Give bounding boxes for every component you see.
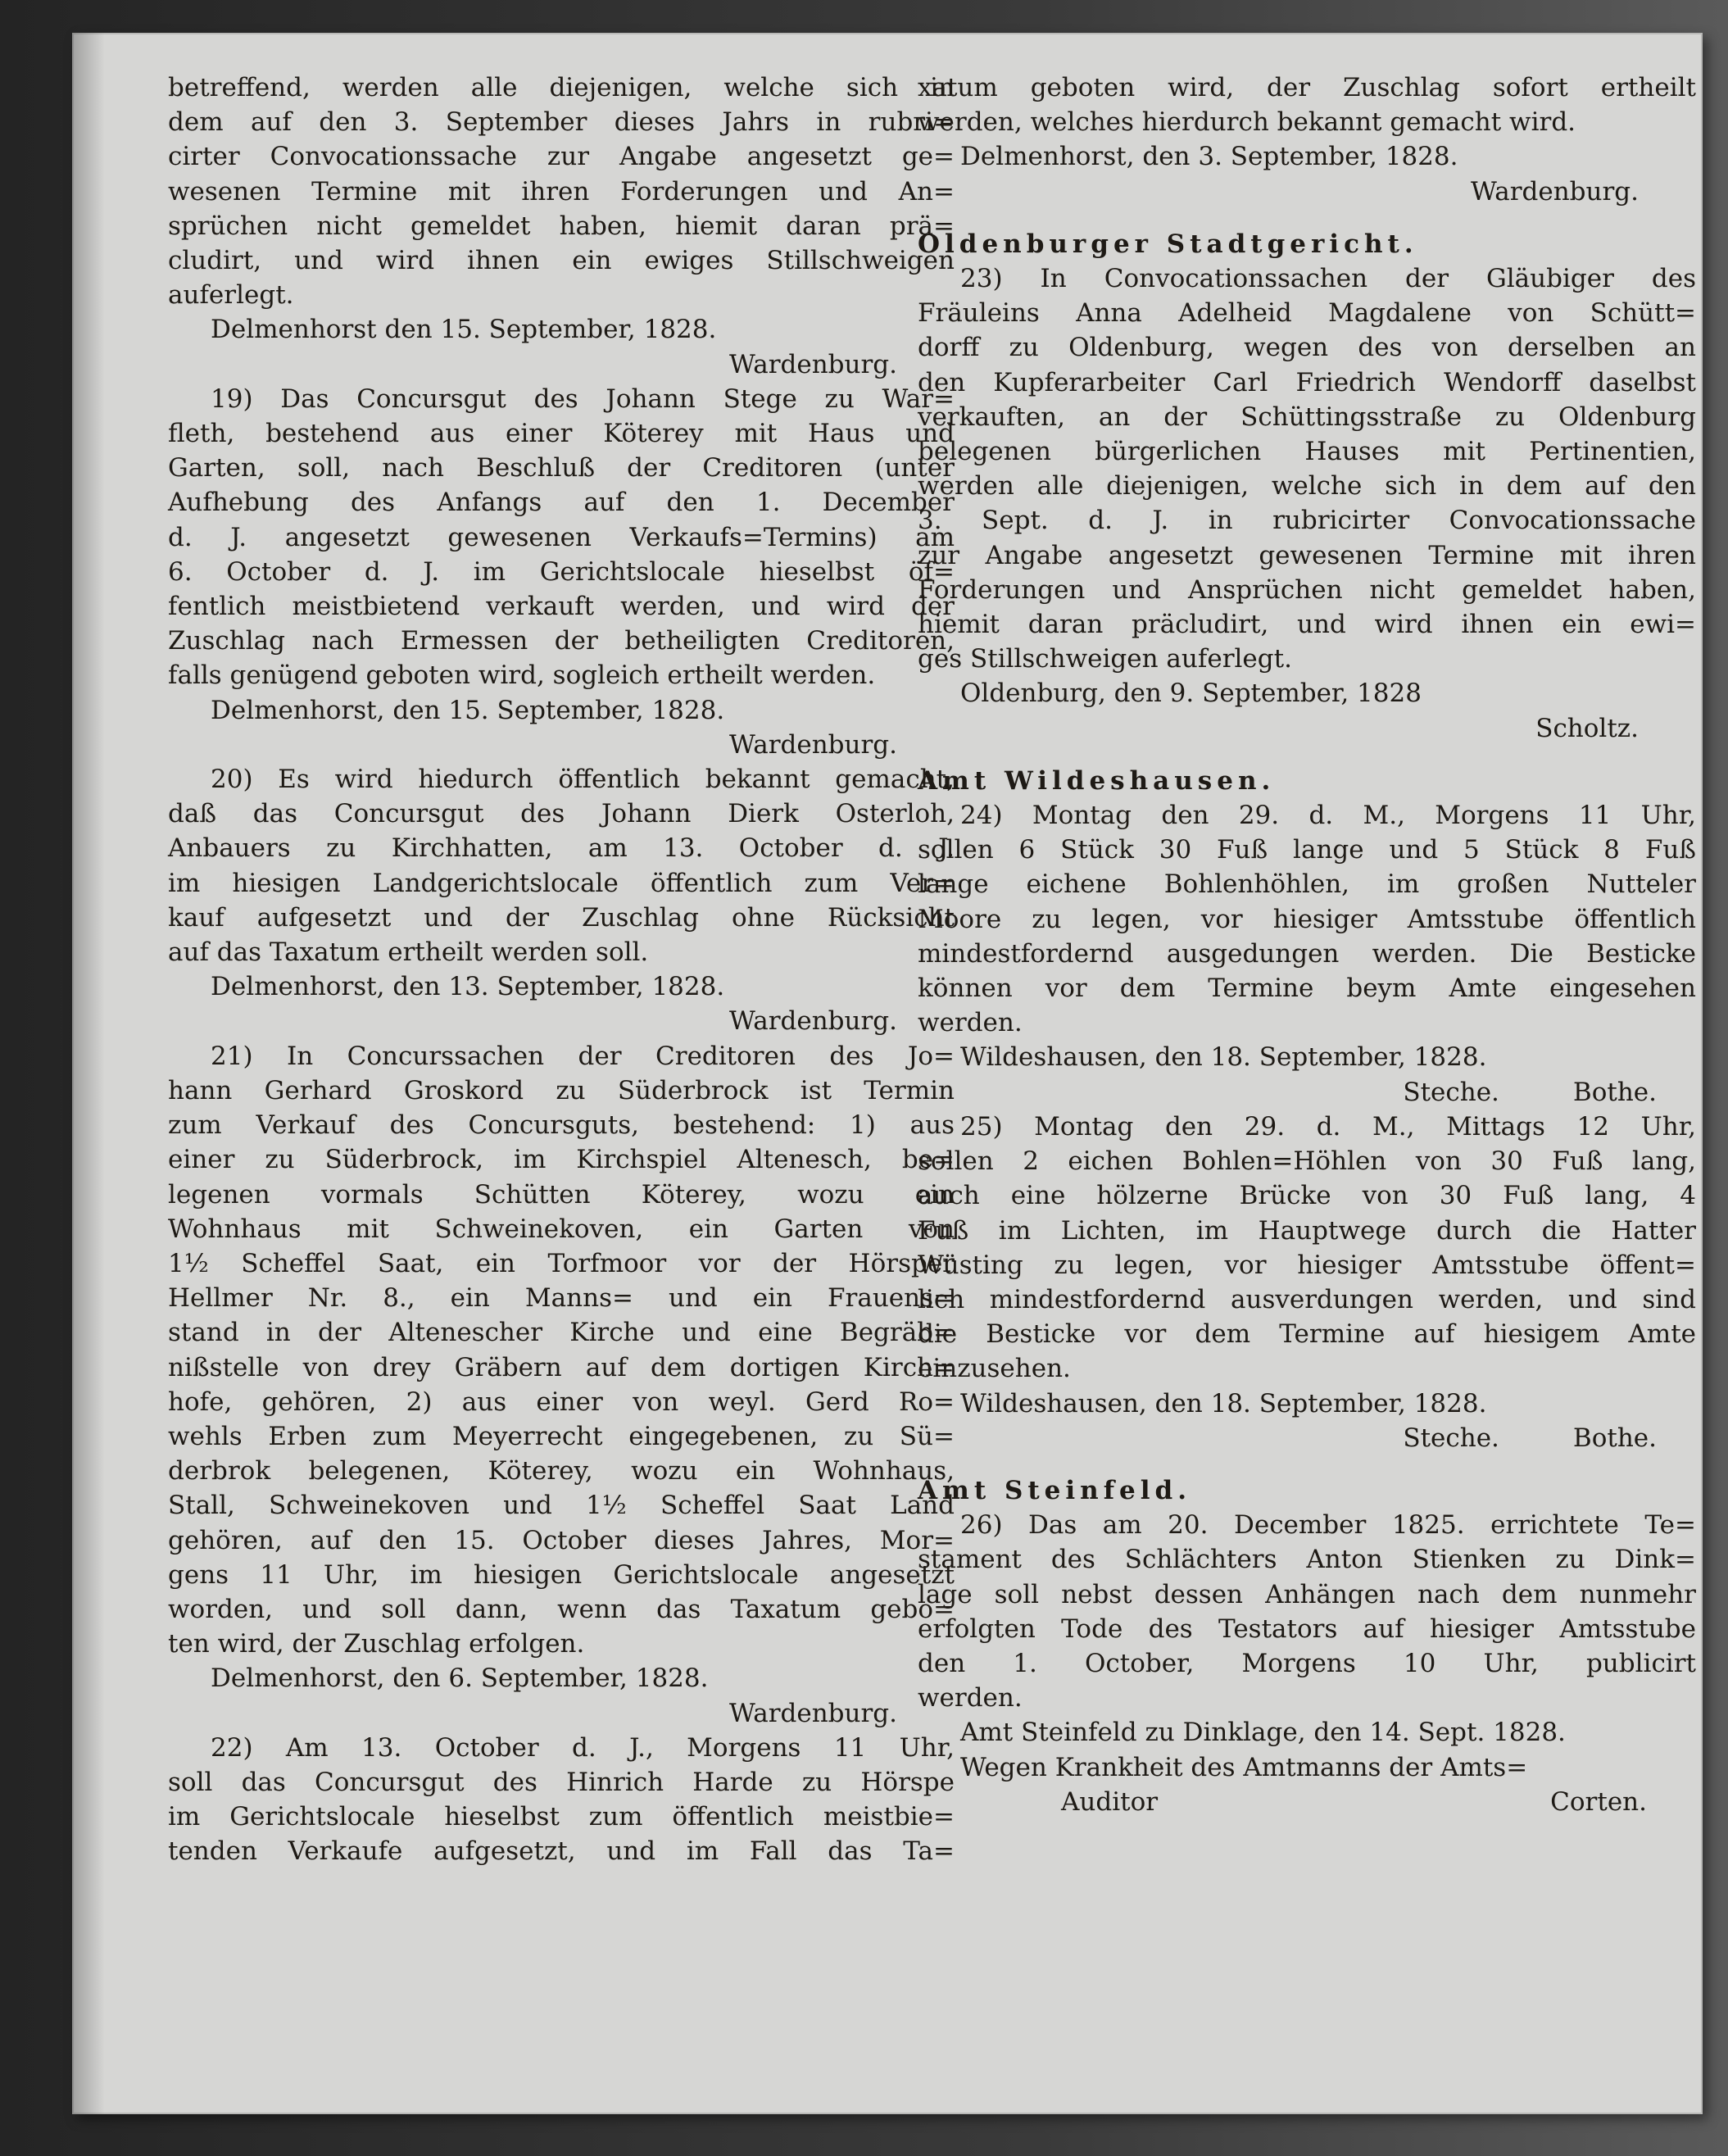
text-line: fentlich meistbietend verkauft werden, und wird der [168,592,955,622]
text-line: werden alle diejenigen, welche sich in dem auf den [918,471,1696,502]
notice-23-signature: Scholtz. [1535,713,1639,743]
notice-18-signature: Wardenburg. [729,349,897,379]
text-line: Aufhebung des Anfangs auf den 1. December [168,488,955,518]
text-line: Wüsting zu legen, vor hiesiger Amtsstube öffent= [918,1250,1696,1280]
text-line: 22) Am 13. October d. J., Morgens 11 Uhr, [211,1732,955,1763]
text-line: dorff zu Oldenburg, wegen des von derselben an [918,333,1696,363]
text-line: Moore zu legen, vor hiesiger Amtsstube öffentlich [918,904,1696,934]
text-line: hann Gerhard Groskord zu Süderbrock ist Termin [168,1075,955,1105]
text-line: 26) Das am 20. December 1825. errichtete Te= [960,1510,1696,1541]
text-line: 20) Es wird hiedurch öffentlich bekannt gemacht, [211,765,955,795]
text-line: Garten, soll, nach Beschluß der Creditoren (unter [168,453,955,483]
notice-19 [168,382,955,693]
text-line: den 1. October, Morgens 10 Uhr, publicirt [918,1648,1696,1678]
text-line: Anbauers zu Kirchhatten, am 13. October d. J. [168,833,955,864]
notice-24 [918,798,1696,1040]
text-line: lange eichene Bohlenhöhlen, im großen Nutteler [918,869,1696,900]
text-line: werden, welches hierdurch bekannt gemacht wird. [918,107,1576,138]
text-line: sollen 6 Stück 30 Fuß lange und 5 Stück 8 Fuß [918,835,1696,865]
text-line: dem auf den 3. September dieses Jahrs in rubri= [168,107,955,138]
text-line: worden, und soll dann, wenn das Taxatum gebo= [168,1594,955,1624]
notice-23-dateline: Oldenburg, den 9. September, 1828 [960,679,1422,709]
text-line: d. J. angesetzt gewesenen Verkaufs=Termins) am [168,522,955,552]
text-line: auferlegt. [168,280,294,311]
text-line: werden. [918,1008,1023,1038]
text-line: 6. October d. J. im Gerichtslocale hieselbst öf= [168,556,955,587]
text-line: erfolgten Tode des Testators auf hiesiger Amtsstube [918,1614,1696,1644]
text-line: Forderungen und Ansprüchen nicht gemeldet haben, [918,574,1696,605]
text-line: tenden Verkaufe aufgesetzt, und im Fall das Ta= [168,1836,955,1867]
text-line: falls genügend geboten wird, sogleich ertheilt werden. [168,660,876,691]
left-column [168,70,955,1869]
right-column [918,70,1696,1819]
text-line: einer zu Süderbrock, im Kirchspiel Altenesch, be= [168,1145,955,1175]
text-line: soll das Concursgut des Hinrich Harde zu Hörspe [168,1767,955,1797]
notice-25 [918,1110,1696,1387]
text-line: auf das Taxatum ertheilt werden soll. [168,937,649,968]
notice-22-continuation [918,70,1696,139]
text-line: Zuschlag nach Ermessen der betheiligten Creditoren, [168,626,955,656]
text-line: gens 11 Uhr, im hiesigen Gerichtslocale angesetzt [168,1559,955,1590]
text-line: werden. [918,1683,1023,1713]
notice-25-signatures [918,1421,1696,1455]
notice-24-dateline: Wildeshausen, den 18. September, 1828. [960,1042,1487,1073]
notice-22-dateline: Delmenhorst, den 3. September, 1828. [960,142,1458,172]
text-line: daß das Concursgut des Johann Dierk Osterloh, [168,799,955,829]
section-heading-oldenburg: Oldenburger Stadtgericht. [918,229,1418,259]
text-line: 24) Montag den 29. d. M., Morgens 11 Uhr, [960,801,1696,831]
text-line: auch eine hölzerne Brücke von 30 Fuß lang, 4 [918,1181,1696,1211]
text-line: die Besticke vor dem Termine auf hiesigem Amte [918,1319,1696,1350]
notice-18-dateline: Delmenhorst den 15. September, 1828. [211,315,717,345]
text-line: gehören, auf den 15. October dieses Jahres, Mor= [168,1525,955,1555]
text-line: wesenen Termine mit ihren Forderungen und An= [168,176,955,207]
text-line: belegenen bürgerlichen Hauses mit Pertinentien, [918,437,1696,467]
text-line: kauf aufgesetzt und der Zuschlag ohne Rücksicht [168,902,955,933]
text-line: Fuß im Lichten, im Hauptwege durch die Hatter [918,1215,1696,1246]
notice-26-signature-auditor: Auditor [1061,1786,1159,1817]
text-line: sprüchen nicht gemeldet haben, hiemit daran prä= [168,211,955,241]
text-line: zur Angabe angesetzt gewesenen Termine mit ihren [918,540,1696,570]
notice-18-continuation [168,70,955,312]
spine-shadow [72,33,105,2114]
text-line: stament des Schlächters Anton Stienken zu Dink= [918,1545,1696,1575]
notice-20-signature: Wardenburg. [729,1006,897,1037]
notice-23 [918,261,1696,676]
text-line: 25) Montag den 29. d. M., Mittags 12 Uhr, [960,1111,1696,1142]
text-line: 21) In Concurssachen der Creditoren des Jo= [211,1041,955,1071]
notice-22-signature: Wardenburg. [1471,176,1639,207]
text-line: 3. Sept. d. J. in rubricirter Convocationssache [918,506,1696,536]
section-heading-steinfeld: Amt Steinfeld. [918,1475,1192,1505]
text-line: nißstelle von drey Gräbern auf dem dortigen Kirch= [168,1352,955,1382]
notice-21-dateline: Delmenhorst, den 6. September, 1828. [211,1664,709,1694]
text-line: hiemit daran präcludirt, und wird ihnen ein ewi= [918,610,1696,640]
notice-26-signature-line: Wegen Krankheit des Amtmanns der Amts= [960,1752,1528,1782]
notice-25-signature-steche: Steche. [1403,1423,1499,1453]
notice-20 [168,762,955,969]
text-line: 23) In Convocationssachen der Gläubiger des [960,264,1696,294]
text-line: im hiesigen Landgerichtslocale öffentlich zum Ver= [168,868,955,898]
notice-19-dateline: Delmenhorst, den 15. September, 1828. [211,695,725,725]
text-line: ges Stillschweigen auferlegt. [918,644,1292,674]
notice-21-signature: Wardenburg. [729,1698,897,1728]
text-line: lage soll nebst dessen Anhängen nach dem nunmehr [918,1579,1696,1609]
notice-26-signatures [918,1785,1696,1819]
text-line: im Gerichtslocale hieselbst zum öffentlich meistbie= [168,1802,955,1832]
text-line: Wohnhaus mit Schweinekoven, ein Garten von [168,1214,955,1244]
text-line: verkauften, an der Schüttingsstraße zu Oldenburg [918,402,1696,432]
text-line: xatum geboten wird, der Zuschlag sofort ertheilt [918,73,1696,102]
text-line: cirter Convocationssache zur Angabe angesetzt ge= [168,142,955,172]
text-line: cludirt, und wird ihnen ein ewiges Stillschweigen [168,246,955,276]
text-line: derbrok belegenen, Köterey, wozu ein Wohnhaus, [168,1456,955,1487]
text-line: legenen vormals Schütten Köterey, wozu ein [168,1179,955,1210]
notice-25-dateline: Wildeshausen, den 18. September, 1828. [960,1388,1487,1418]
notice-19-signature: Wardenburg. [729,729,897,760]
notice-26 [918,1508,1696,1715]
text-line: lich mindestfordernd ausverdungen werden, und sind [918,1284,1696,1314]
notice-26-dateline: Amt Steinfeld zu Dinklage, den 14. Sept. 1828. [960,1718,1566,1748]
notice-24-signature-bothe: Bothe. [1572,1077,1657,1107]
notice-24-signature-steche: Steche. [1403,1077,1499,1107]
text-line: einzusehen. [918,1354,1071,1384]
section-heading-wildeshausen: Amt Wildeshausen. [918,765,1276,796]
notice-26-signature-corten: Corten. [1550,1786,1647,1817]
text-line: sollen 2 eichen Bohlen=Höhlen von 30 Fuß lang, [918,1146,1696,1177]
text-line: 1½ Scheffel Saat, ein Torfmoor vor der Hörsper [168,1248,955,1278]
text-line: Stall, Schweinekoven und 1½ Scheffel Saat Land [168,1491,955,1521]
notice-25-signature-bothe: Bothe. [1572,1423,1657,1453]
text-line: 19) Das Concursgut des Johann Stege zu War= [211,384,955,414]
text-line: hofe, gehören, 2) aus einer von weyl. Gerd Ro= [168,1387,955,1417]
text-line: mindestfordernd ausgedungen werden. Die Besticke [918,938,1696,969]
notice-21 [168,1039,955,1662]
text-line: fleth, bestehend aus einer Köterey mit Haus und [168,419,955,449]
notice-24-signatures [918,1075,1696,1110]
text-line: betreffend, werden alle diejenigen, welche sich in [168,73,955,102]
text-line: können vor dem Termine beym Amte eingesehen [918,974,1696,1004]
text-line: zum Verkauf des Concursguts, bestehend: 1) aus [168,1110,955,1141]
text-line: wehls Erben zum Meyerrecht eingegebenen, zu Sü= [168,1421,955,1451]
text-line: ten wird, der Zuschlag erfolgen. [168,1629,585,1659]
text-line: den Kupferarbeiter Carl Friedrich Wendorff daselbst [918,367,1696,397]
text-line: stand in der Altenescher Kirche und eine Begräb= [168,1318,955,1348]
text-line: Fräuleins Anna Adelheid Magdalene von Schütt= [918,298,1696,329]
text-line: Hellmer Nr. 8., ein Manns= und ein Frauens= [168,1283,955,1314]
notice-22 [168,1731,955,1869]
notice-20-dateline: Delmenhorst, den 13. September, 1828. [211,972,725,1002]
